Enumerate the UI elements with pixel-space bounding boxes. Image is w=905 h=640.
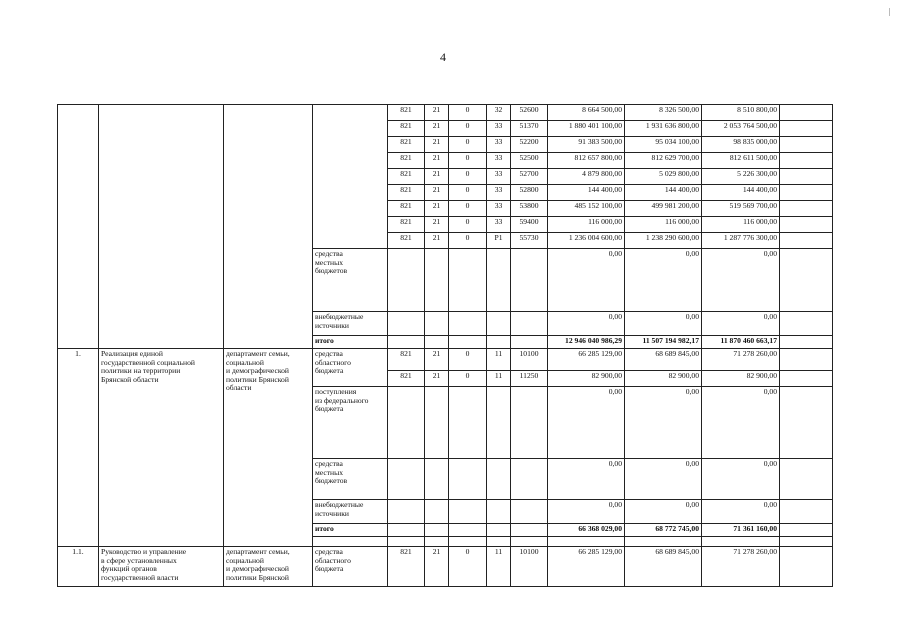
item-name-cell: Реализация единой государственной социальной политики на территории Брянской области xyxy=(99,349,224,547)
empty-code-cell xyxy=(511,537,548,547)
spacer-cell xyxy=(702,537,780,547)
note-cell xyxy=(780,524,833,537)
subsection-code-cell: 0 xyxy=(449,153,487,169)
source-label-cell: поступления из федерального бюджета xyxy=(313,387,388,459)
amount-year3-cell: 116 000,00 xyxy=(702,217,780,233)
section-code-cell: 21 xyxy=(425,185,449,201)
subsection-code-cell: 0 xyxy=(449,547,487,587)
amount-year2-cell: 144 400,00 xyxy=(625,185,702,201)
amount-year1-cell: 0,00 xyxy=(548,312,625,336)
subsection-code-cell: 0 xyxy=(449,105,487,121)
empty-code-cell xyxy=(511,336,548,349)
source-label-cell: средства областного бюджета xyxy=(313,547,388,587)
direction-code-cell: 52200 xyxy=(511,137,548,153)
amount-year3-cell: 0,00 xyxy=(702,500,780,524)
empty-code-cell xyxy=(388,524,425,537)
admin-code-cell: 821 xyxy=(388,185,425,201)
direction-code-cell: 10100 xyxy=(511,349,548,371)
amount-year2-cell: 1 931 636 800,00 xyxy=(625,121,702,137)
amount-year3-cell: 0,00 xyxy=(702,459,780,500)
note-cell xyxy=(780,371,833,387)
subsection-code-cell: 0 xyxy=(449,217,487,233)
admin-code-cell: 821 xyxy=(388,169,425,185)
table-row xyxy=(58,547,833,587)
amount-year2-cell: 0,00 xyxy=(625,459,702,500)
direction-code-cell: 10100 xyxy=(511,547,548,587)
amount-year2-cell: 499 981 200,00 xyxy=(625,201,702,217)
section-code-cell: 21 xyxy=(425,547,449,587)
direction-code-cell: 52700 xyxy=(511,169,548,185)
spacer-cell xyxy=(548,537,625,547)
spacer-cell xyxy=(313,537,388,547)
amount-year1-cell: 82 900,00 xyxy=(548,371,625,387)
amount-year2-cell: 68 689 845,00 xyxy=(625,349,702,371)
note-cell xyxy=(780,201,833,217)
amount-year1-cell: 485 152 100,00 xyxy=(548,201,625,217)
section-code-cell: 21 xyxy=(425,169,449,185)
note-cell xyxy=(780,169,833,185)
subsection-code-cell: 0 xyxy=(449,201,487,217)
amount-year3-cell: 519 569 700,00 xyxy=(702,201,780,217)
note-cell xyxy=(780,537,833,547)
amount-year2-cell: 0,00 xyxy=(625,312,702,336)
empty-code-cell xyxy=(388,459,425,500)
admin-code-cell: 821 xyxy=(388,121,425,137)
empty-code-cell xyxy=(511,312,548,336)
section-code-cell: 21 xyxy=(425,153,449,169)
table-row xyxy=(58,105,833,121)
empty-code-cell xyxy=(487,500,511,524)
empty-code-cell xyxy=(425,336,449,349)
amount-year3-cell: 2 053 764 500,00 xyxy=(702,121,780,137)
program-code-cell: 32 xyxy=(487,105,511,121)
empty-code-cell xyxy=(425,459,449,500)
program-code-cell: 33 xyxy=(487,185,511,201)
amount-year2-cell: 68 689 845,00 xyxy=(625,547,702,587)
source-cell xyxy=(313,105,388,249)
empty-code-cell xyxy=(487,336,511,349)
amount-year3-cell: 0,00 xyxy=(702,249,780,312)
note-cell xyxy=(780,185,833,201)
note-cell xyxy=(780,312,833,336)
amount-year1-cell: 812 657 800,00 xyxy=(548,153,625,169)
program-code-cell: 11 xyxy=(487,371,511,387)
direction-code-cell: 52600 xyxy=(511,105,548,121)
scan-mark xyxy=(889,8,890,16)
empty-code-cell xyxy=(487,387,511,459)
note-cell xyxy=(780,233,833,249)
admin-code-cell: 821 xyxy=(388,137,425,153)
number-cell xyxy=(58,105,99,349)
item-number-cell: 1. xyxy=(58,349,99,547)
amount-year2-cell: 116 000,00 xyxy=(625,217,702,233)
budget-table xyxy=(57,104,833,587)
empty-code-cell xyxy=(449,387,487,459)
empty-code-cell xyxy=(388,537,425,547)
amount-year3-cell: 11 870 460 663,17 xyxy=(702,336,780,349)
amount-year1-cell: 12 946 040 986,29 xyxy=(548,336,625,349)
section-code-cell: 21 xyxy=(425,217,449,233)
name-cell xyxy=(99,105,224,349)
program-code-cell: 33 xyxy=(487,121,511,137)
section-code-cell: 21 xyxy=(425,349,449,371)
section-code-cell: 21 xyxy=(425,137,449,153)
empty-code-cell xyxy=(511,249,548,312)
empty-code-cell xyxy=(449,312,487,336)
executor-cell xyxy=(224,105,313,349)
subsection-code-cell: 0 xyxy=(449,137,487,153)
amount-year1-cell: 66 368 029,00 xyxy=(548,524,625,537)
amount-year3-cell: 98 835 000,00 xyxy=(702,137,780,153)
amount-year3-cell: 82 900,00 xyxy=(702,371,780,387)
admin-code-cell: 821 xyxy=(388,349,425,371)
amount-year1-cell: 66 285 129,00 xyxy=(548,349,625,371)
amount-year3-cell: 71 361 160,00 xyxy=(702,524,780,537)
amount-year1-cell: 0,00 xyxy=(548,387,625,459)
empty-code-cell xyxy=(487,537,511,547)
empty-code-cell xyxy=(388,312,425,336)
subsection-code-cell: 0 xyxy=(449,169,487,185)
subsection-code-cell: 0 xyxy=(449,349,487,371)
empty-code-cell xyxy=(449,500,487,524)
item-name-cell: Руководство и управление в сфере установленных функций органов государственной власти xyxy=(99,547,224,587)
empty-code-cell xyxy=(388,336,425,349)
program-code-cell: 11 xyxy=(487,349,511,371)
source-label-cell: средства областного бюджета xyxy=(313,349,388,387)
note-cell xyxy=(780,153,833,169)
amount-year2-cell: 0,00 xyxy=(625,500,702,524)
amount-year1-cell: 1 880 401 100,00 xyxy=(548,121,625,137)
empty-code-cell xyxy=(511,387,548,459)
empty-code-cell xyxy=(425,537,449,547)
amount-year2-cell: 812 629 700,00 xyxy=(625,153,702,169)
program-code-cell: 33 xyxy=(487,169,511,185)
note-cell xyxy=(780,500,833,524)
direction-code-cell: 11250 xyxy=(511,371,548,387)
empty-code-cell xyxy=(425,524,449,537)
amount-year3-cell: 71 278 260,00 xyxy=(702,349,780,371)
empty-code-cell xyxy=(425,312,449,336)
direction-code-cell: 55730 xyxy=(511,233,548,249)
subsection-code-cell: 0 xyxy=(449,233,487,249)
empty-code-cell xyxy=(511,500,548,524)
amount-year3-cell: 8 510 800,00 xyxy=(702,105,780,121)
program-code-cell: P1 xyxy=(487,233,511,249)
empty-code-cell xyxy=(487,249,511,312)
amount-year2-cell: 5 029 800,00 xyxy=(625,169,702,185)
amount-year1-cell: 4 879 800,00 xyxy=(548,169,625,185)
amount-year2-cell: 0,00 xyxy=(625,249,702,312)
subsection-code-cell: 0 xyxy=(449,185,487,201)
amount-year1-cell: 1 236 004 600,00 xyxy=(548,233,625,249)
empty-code-cell xyxy=(425,387,449,459)
amount-year3-cell: 144 400,00 xyxy=(702,185,780,201)
admin-code-cell: 821 xyxy=(388,233,425,249)
amount-year1-cell: 0,00 xyxy=(548,500,625,524)
amount-year3-cell: 5 226 300,00 xyxy=(702,169,780,185)
amount-year1-cell: 144 400,00 xyxy=(548,185,625,201)
subsection-code-cell: 0 xyxy=(449,121,487,137)
empty-code-cell xyxy=(487,312,511,336)
amount-year1-cell: 0,00 xyxy=(548,249,625,312)
table-row xyxy=(58,349,833,371)
admin-code-cell: 821 xyxy=(388,153,425,169)
note-cell xyxy=(780,349,833,371)
program-code-cell: 33 xyxy=(487,217,511,233)
total-label-cell: итого xyxy=(313,336,388,349)
amount-year3-cell: 71 278 260,00 xyxy=(702,547,780,587)
section-code-cell: 21 xyxy=(425,105,449,121)
table-body xyxy=(58,105,833,587)
amount-year1-cell: 66 285 129,00 xyxy=(548,547,625,587)
admin-code-cell: 821 xyxy=(388,217,425,233)
admin-code-cell: 821 xyxy=(388,371,425,387)
direction-code-cell: 52800 xyxy=(511,185,548,201)
empty-code-cell xyxy=(449,249,487,312)
amount-year2-cell: 0,00 xyxy=(625,387,702,459)
section-code-cell: 21 xyxy=(425,201,449,217)
note-cell xyxy=(780,105,833,121)
program-code-cell: 33 xyxy=(487,137,511,153)
empty-code-cell xyxy=(449,336,487,349)
empty-code-cell xyxy=(425,249,449,312)
total-label-cell: итого xyxy=(313,524,388,537)
note-cell xyxy=(780,249,833,312)
admin-code-cell: 821 xyxy=(388,105,425,121)
source-label-cell: средства местных бюджетов xyxy=(313,249,388,312)
program-code-cell: 11 xyxy=(487,547,511,587)
empty-code-cell xyxy=(388,387,425,459)
note-cell xyxy=(780,121,833,137)
empty-code-cell xyxy=(511,524,548,537)
empty-code-cell xyxy=(449,537,487,547)
amount-year1-cell: 8 664 500,00 xyxy=(548,105,625,121)
empty-code-cell xyxy=(388,500,425,524)
empty-code-cell xyxy=(449,524,487,537)
note-cell xyxy=(780,137,833,153)
page-number: 4 xyxy=(440,50,446,64)
amount-year1-cell: 91 383 500,00 xyxy=(548,137,625,153)
item-executor-cell: департамент семьи, социальной и демографической политики Брянской области xyxy=(224,349,313,547)
admin-code-cell: 821 xyxy=(388,547,425,587)
amount-year2-cell: 8 326 500,00 xyxy=(625,105,702,121)
item-executor-cell: департамент семьи, социальной и демографической политики Брянской xyxy=(224,547,313,587)
empty-code-cell xyxy=(388,249,425,312)
empty-code-cell xyxy=(487,524,511,537)
source-label-cell: внебюджетные источники xyxy=(313,312,388,336)
program-code-cell: 33 xyxy=(487,201,511,217)
note-cell xyxy=(780,336,833,349)
spacer-cell xyxy=(625,537,702,547)
amount-year2-cell: 95 034 100,00 xyxy=(625,137,702,153)
note-cell xyxy=(780,387,833,459)
subsection-code-cell: 0 xyxy=(449,371,487,387)
program-code-cell: 33 xyxy=(487,153,511,169)
direction-code-cell: 59400 xyxy=(511,217,548,233)
note-cell xyxy=(780,547,833,587)
item-number-cell: 1.1. xyxy=(58,547,99,587)
note-cell xyxy=(780,217,833,233)
amount-year2-cell: 1 238 290 600,00 xyxy=(625,233,702,249)
section-code-cell: 21 xyxy=(425,121,449,137)
amount-year3-cell: 0,00 xyxy=(702,312,780,336)
section-code-cell: 21 xyxy=(425,371,449,387)
empty-code-cell xyxy=(425,500,449,524)
empty-code-cell xyxy=(449,459,487,500)
empty-code-cell xyxy=(511,459,548,500)
direction-code-cell: 53800 xyxy=(511,201,548,217)
direction-code-cell: 52500 xyxy=(511,153,548,169)
amount-year2-cell: 82 900,00 xyxy=(625,371,702,387)
direction-code-cell: 51370 xyxy=(511,121,548,137)
amount-year2-cell: 68 772 745,00 xyxy=(625,524,702,537)
note-cell xyxy=(780,459,833,500)
amount-year3-cell: 812 611 500,00 xyxy=(702,153,780,169)
section-code-cell: 21 xyxy=(425,233,449,249)
admin-code-cell: 821 xyxy=(388,201,425,217)
amount-year3-cell: 0,00 xyxy=(702,387,780,459)
source-label-cell: средства местных бюджетов xyxy=(313,459,388,500)
amount-year1-cell: 116 000,00 xyxy=(548,217,625,233)
source-label-cell: внебюджетные источники xyxy=(313,500,388,524)
amount-year2-cell: 11 507 194 982,17 xyxy=(625,336,702,349)
empty-code-cell xyxy=(487,459,511,500)
amount-year3-cell: 1 287 776 300,00 xyxy=(702,233,780,249)
amount-year1-cell: 0,00 xyxy=(548,459,625,500)
